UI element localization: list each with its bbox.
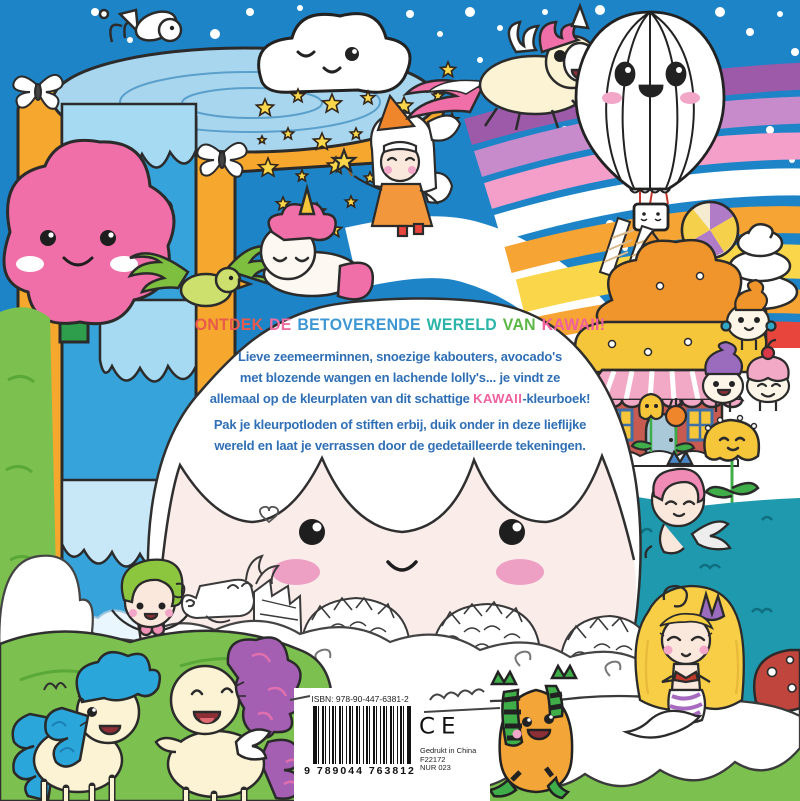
- nur-code-line: NUR 023: [420, 763, 451, 772]
- print-code-line: F22172: [420, 754, 446, 764]
- isbn-text: ISBN: 978-90-447-6381-2: [311, 694, 409, 704]
- barcode-digits: 9 789044 763812: [304, 765, 416, 777]
- print-info: [420, 747, 476, 773]
- ce-mark: CE: [419, 714, 462, 740]
- back-cover-tagline: ONTDEK DE BETOVERENDE WERELD VAN KAWAII!: [194, 316, 606, 334]
- barcode: [313, 706, 411, 764]
- printed-in-line: Gedrukt in China: [420, 746, 477, 755]
- back-cover-blurb: Lieve zeemeerminnen, snoezige kabouters, avocado's met blozende wangen en lachende lolly's... je vindt ze allemaal op de kleurplaten van dit schattige KAWAII-kleurboek! Pak je kleurpotloden of stiften erbij, duik onder in deze lieflijke wereld en laat je verrassen door de gedetailleerde tekeningen.: [209, 349, 591, 453]
